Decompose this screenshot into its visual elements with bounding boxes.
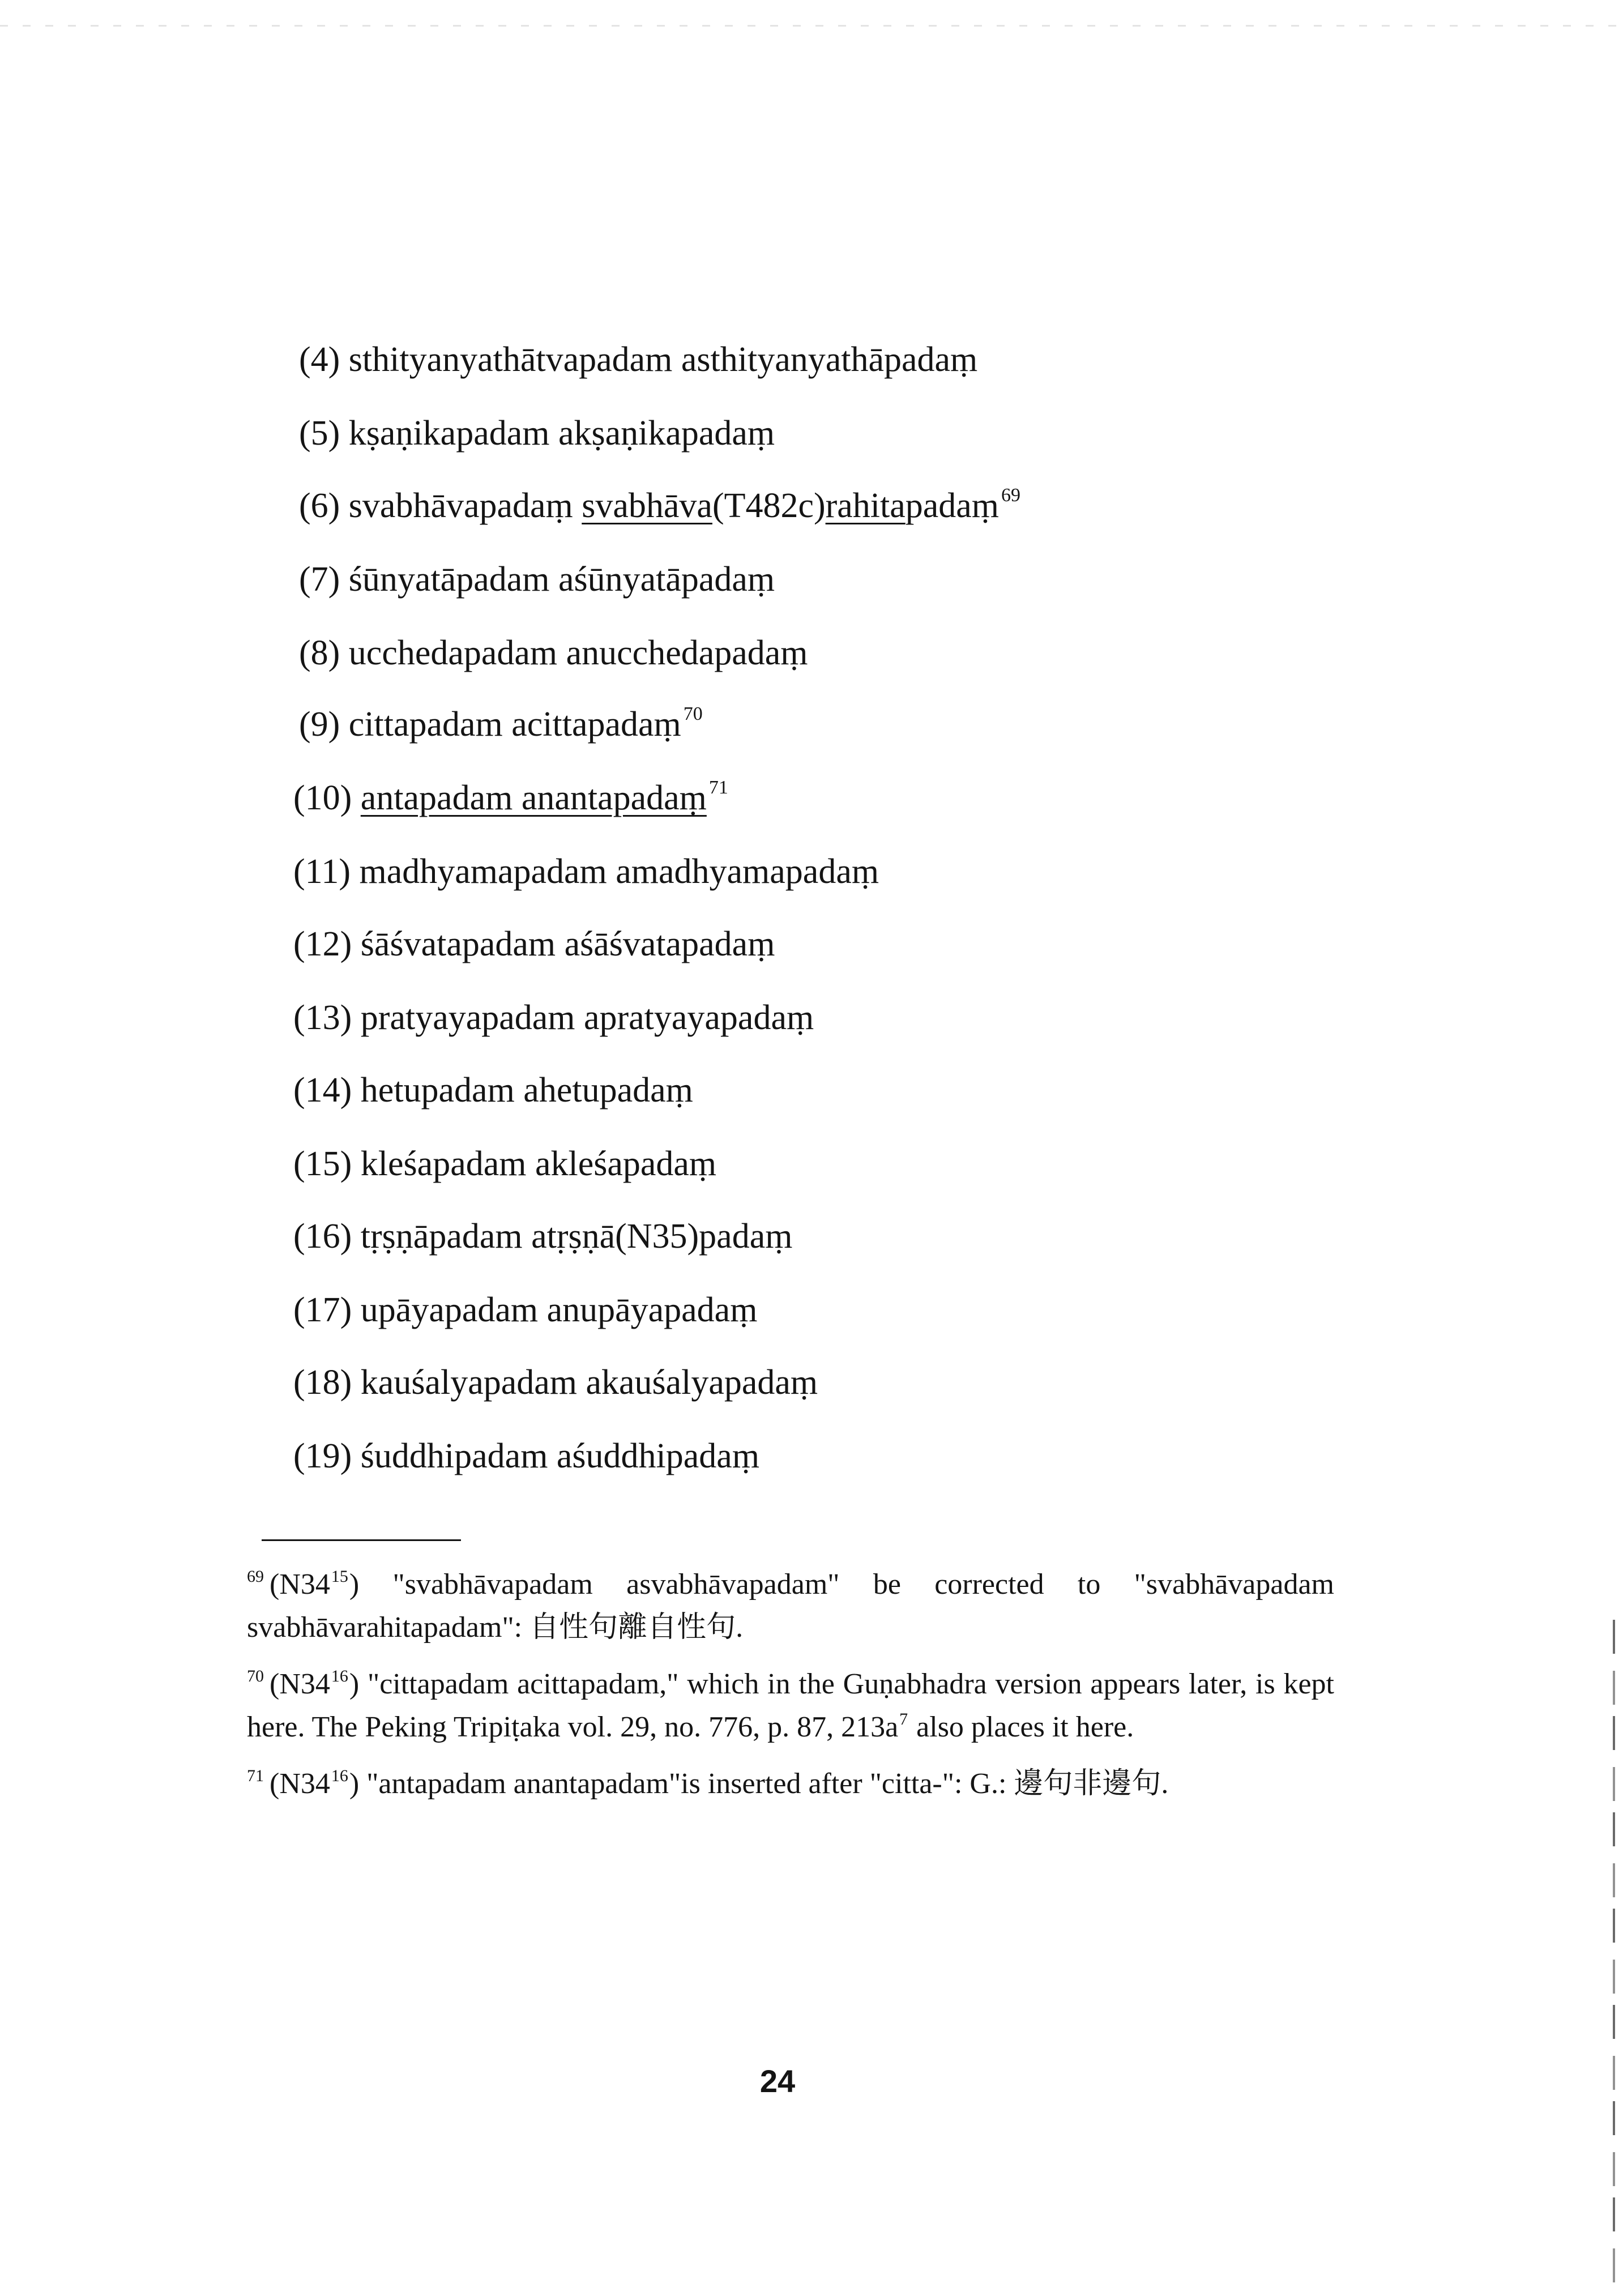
entry-18 bbox=[293, 1354, 818, 1411]
footnote-71 bbox=[247, 1762, 1334, 1806]
entry-text: kleśapadam akleśapadaṃ bbox=[360, 1145, 717, 1183]
footnote-mark: 71 bbox=[247, 1766, 264, 1785]
entry-text: sthityanyathātvapadam asthityanyathāpadaṃ bbox=[348, 340, 978, 379]
footnote-70 bbox=[247, 1663, 1334, 1749]
entry-number: (12) bbox=[293, 925, 352, 963]
entry-number: (9) bbox=[299, 705, 340, 744]
entry-19 bbox=[293, 1428, 759, 1484]
entry-11 bbox=[293, 843, 879, 900]
footnote-text: "antapadam anantapadam"is inserted after "citta-": G.: 邊句非邊句. bbox=[359, 1768, 1169, 1800]
entry-text: tṛṣṇāpadam atṛṣṇā(N35)padaṃ bbox=[360, 1217, 793, 1256]
entry-5 bbox=[299, 405, 775, 462]
entry-number: (5) bbox=[299, 414, 340, 453]
entry-number: (10) bbox=[293, 779, 352, 817]
footnote-ref: 69 bbox=[1001, 485, 1021, 506]
entry-text: kṣaṇikapadam akṣaṇikapadaṃ bbox=[348, 414, 775, 453]
footnote-ref-close: ) bbox=[349, 1568, 360, 1601]
entry-text: śuddhipadam aśuddhipadaṃ bbox=[360, 1437, 760, 1475]
entry-text: kauśalyapadam akauśalyapadaṃ bbox=[360, 1363, 818, 1402]
entry-text: śāśvatapadam aśāśvatapadaṃ bbox=[360, 925, 775, 963]
underlined-text: antapadam anantapadaṃ bbox=[360, 779, 707, 817]
page-number: 24 bbox=[759, 2063, 796, 2099]
underlined-text: rahita bbox=[825, 486, 906, 525]
footnote-69 bbox=[247, 1563, 1334, 1649]
entry-text: śūnyatāpadam aśūnyatāpadaṃ bbox=[348, 560, 775, 599]
underlined-text: svabhāva bbox=[582, 486, 712, 525]
entry-number: (18) bbox=[293, 1363, 352, 1402]
entry-8 bbox=[299, 625, 808, 681]
entry-6 bbox=[299, 477, 1020, 534]
entry-text: pratyayapadam apratyayapadaṃ bbox=[360, 998, 814, 1037]
entry-text bbox=[361, 779, 728, 817]
footnote-ref-open: (N34 bbox=[270, 1668, 330, 1700]
entry-number: (14) bbox=[293, 1071, 352, 1109]
entry-number: (7) bbox=[299, 560, 340, 599]
entry-text-plain: cittapadam acittapadaṃ bbox=[348, 705, 681, 744]
entry-number: (16) bbox=[293, 1217, 352, 1256]
footnote-text: "svabhāvapadam asvabhāvapadam" be corrected to "svabhāvapadam svabhāvarahitapadam": 自性句離自性句. bbox=[247, 1568, 1334, 1644]
entry-number: (13) bbox=[293, 998, 352, 1037]
entry-text bbox=[349, 705, 703, 744]
footnote-ref: 71 bbox=[708, 777, 728, 798]
footnote-text: "cittapadam acittapadam," which in the Guṇabhadra version appears later, is kept here. The Peking Tripiṭaka vol. 29, no. 776, p. 87, 213a bbox=[247, 1668, 1334, 1743]
footnote-ref: 70 bbox=[683, 703, 703, 724]
entry-text bbox=[349, 486, 1020, 525]
entry-17 bbox=[293, 1282, 757, 1338]
footnote-ref-sup: 16 bbox=[331, 1766, 348, 1785]
footnotes bbox=[247, 1563, 1334, 1819]
entry-number: (19) bbox=[293, 1437, 352, 1475]
entry-15 bbox=[293, 1136, 716, 1192]
footnote-mark: 70 bbox=[247, 1667, 264, 1685]
footnote-separator bbox=[262, 1539, 461, 1541]
entry-16 bbox=[293, 1208, 792, 1265]
footnote-text-sup: 7 bbox=[899, 1710, 908, 1729]
entry-text: madhyamapadam amadhyamapadaṃ bbox=[359, 852, 879, 891]
entry-10 bbox=[293, 770, 728, 826]
entry-number: (4) bbox=[299, 340, 340, 379]
scan-artifact-top bbox=[0, 25, 1623, 27]
entry-7 bbox=[299, 551, 775, 608]
entry-text-end: padaṃ bbox=[905, 486, 1000, 525]
footnote-ref-open: (N34 bbox=[270, 1768, 330, 1800]
entry-number: (17) bbox=[293, 1291, 352, 1329]
entry-text: upāyapadam anupāyapadaṃ bbox=[360, 1291, 758, 1329]
entry-9 bbox=[299, 696, 703, 753]
entry-13 bbox=[293, 989, 814, 1046]
entry-4 bbox=[299, 331, 977, 388]
footnote-ref-open: (N34 bbox=[270, 1568, 330, 1601]
scan-artifact-right bbox=[1613, 1620, 1615, 2294]
entry-text: ucchedapadam anucchedapadaṃ bbox=[348, 634, 808, 672]
footnote-text-end: also places it here. bbox=[909, 1711, 1134, 1743]
entry-12 bbox=[293, 916, 775, 972]
footnote-ref-close: ) bbox=[349, 1768, 360, 1800]
entry-text-ref: (T482c) bbox=[712, 486, 826, 525]
entry-14 bbox=[293, 1062, 693, 1119]
entry-text-plain: svabhāvapadaṃ bbox=[348, 486, 582, 525]
footnote-mark: 69 bbox=[247, 1567, 264, 1586]
footnote-ref-sup: 16 bbox=[331, 1667, 348, 1685]
entry-text: hetupadam ahetupadaṃ bbox=[360, 1071, 693, 1109]
entry-number: (6) bbox=[299, 486, 340, 525]
footnote-ref-sup: 15 bbox=[331, 1567, 348, 1586]
entry-number: (11) bbox=[293, 852, 351, 891]
entry-number: (8) bbox=[299, 634, 340, 672]
footnote-ref-close: ) bbox=[349, 1668, 360, 1700]
entry-number: (15) bbox=[293, 1145, 352, 1183]
